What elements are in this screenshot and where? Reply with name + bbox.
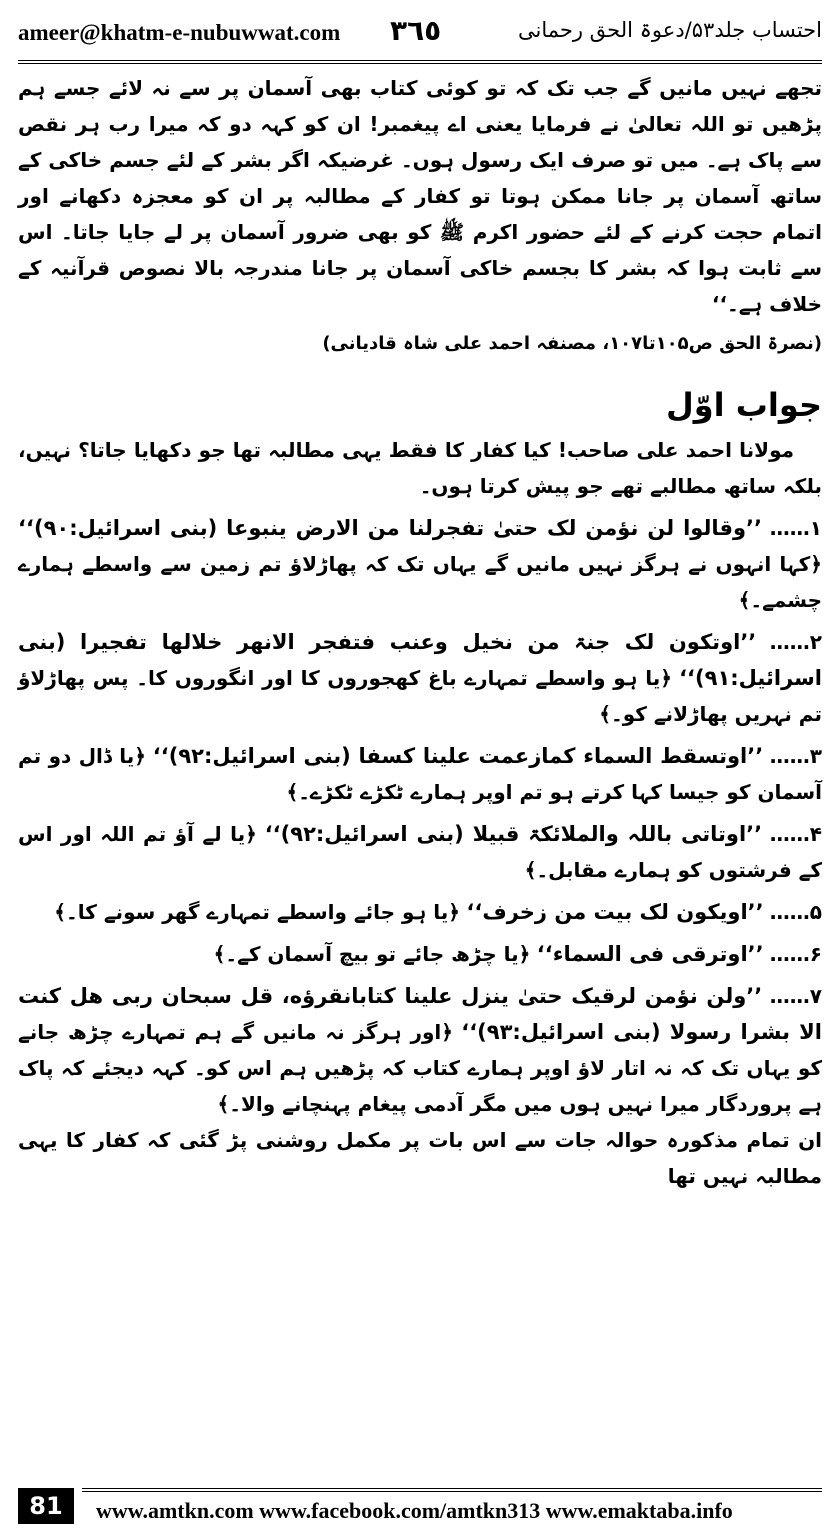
item-urdu: ﴿یا ہو جائے واسطے تمہارے گھر سونے کا۔﴾: [54, 900, 461, 924]
item-number: ۴……: [769, 822, 822, 846]
item-urdu: ﴿یا چڑھ جائے تو بیچ آسمان کے۔﴾: [213, 942, 531, 966]
section-heading: جواب اوّل: [665, 386, 822, 424]
demands-list: [18, 510, 822, 1122]
intro-paragraph: مولانا احمد علی صاحب! کیا کفار کا فقط یہی مطالبہ تھا جو دکھایا جاتا؟ نہیں، بلکہ ساتھ مطالبے تھے جو پیش کرتا ہوں۔: [18, 438, 822, 498]
header-title: احتساب جلد۵۳/دعوۃ الحق رحمانی: [517, 18, 822, 42]
item-arabic: ’’اوتسقط السماء کمازعمت علینا کسفا (بنی اسرائیل:۹۲)‘‘: [152, 744, 764, 768]
page-footer: [18, 1488, 822, 1528]
list-item: [18, 978, 822, 1122]
page-header: [18, 14, 822, 58]
item-urdu: ﴿اور ہرگز نہ مانیں گے ہم تمہارے چڑھ جانے کو یہاں تک کہ نہ اتار لاؤ اوپر ہمارے کتاب کہ پڑھیں ہم اس کو۔ کہہ دیجئے کہ پاک ہے پروردگار میرا نہیں ہوں میں مگر آدمی پیغام پہنچانے والا۔﴾: [18, 1020, 822, 1116]
header-email: ameer@khatm-e-nubuwwat.com: [18, 20, 341, 45]
list-item: [18, 894, 822, 930]
item-arabic: ’’اوتکون لک جنۃ من نخیل وعنب فتفجر الانهر خلالها تفجیرا (بنی اسرائیل:۹۱)‘‘: [18, 630, 822, 690]
citation: (نصرۃ الحق ص۱۰۵تا۱۰۷، مصنفہ احمد علی شاہ قادیانی): [322, 333, 822, 354]
item-number: ۵……: [769, 900, 822, 924]
list-item: [18, 738, 822, 810]
list-item: [18, 624, 822, 732]
list-item: [18, 510, 822, 618]
item-urdu: ﴿یا ہو واسطے تمہارے باغ کھجوروں کا اور انگوروں کا۔ پس پھاڑلاؤ تم نہریں پھاڑلانے کو۔﴾: [18, 666, 822, 726]
footer-page-number: 81: [18, 1488, 74, 1524]
item-arabic: ’’اوتاتی باللہ والملائکۃ قبیلا (بنی اسرائیل:۹۲)‘‘: [264, 822, 763, 846]
item-arabic: ’’وقالوا لن نؤمن لک حتیٰ تفجرلنا من الارض ینبوعا (بنی اسرائیل:۹۰)‘‘: [18, 516, 762, 540]
item-urdu: ﴿کہا انہوں نے ہرگز نہیں مانیں گے یہاں تک کہ پھاڑلاؤ تم زمین سے واسطے ہمارے چشمے۔﴾: [18, 552, 822, 612]
item-urdu: ﴿یا ڈال دو تم آسمان کو جیسا کہا کرتے ہو تم اوپر ہمارے ٹکڑے ٹکڑے۔﴾: [18, 744, 822, 804]
list-item: [18, 816, 822, 888]
footer-links: www.amtkn.com www.facebook.com/amtkn313 www.emaktaba.info: [96, 1498, 733, 1523]
item-number: ۳……: [769, 744, 823, 768]
closing-line: ان تمام مذکورہ حوالہ جات سے اس بات پر مکمل روشنی پڑ گئی کہ کفار کا یہی مطالبہ نہیں تھا: [18, 1128, 822, 1188]
header-rule: [18, 60, 822, 64]
item-number: ۱……: [769, 516, 823, 540]
item-arabic: ’’ولن نؤمن لرقیک حتیٰ ینزل علینا کتابانقرؤه، قل سبحان ربی هل کنت الا بشرا رسولا (بنی اسرائیل:۹۳)‘‘: [18, 984, 823, 1044]
item-number: ۲……: [769, 630, 823, 654]
header-page-number: ٣٦٥: [390, 14, 442, 47]
item-arabic: ’’اوترقی فی السماء‘‘: [536, 942, 764, 966]
item-arabic: ’’اویکون لک بیت من زخرف‘‘: [466, 900, 764, 924]
footer-rule: [82, 1488, 822, 1492]
list-item: [18, 936, 822, 972]
item-urdu: ﴿یا لے آؤ تم اللہ اور اس کے فرشتوں کو ہمارے مقابل۔﴾: [18, 822, 822, 882]
item-number: ۶……: [769, 942, 822, 966]
page-body: [18, 70, 822, 1450]
quote-paragraph: تجھے نہیں مانیں گے جب تک کہ تو کوئی کتاب بھی آسمان پر سے نہ لائے جسے ہم پڑھیں تو اللہ تعالیٰ نے فرمایا یعنی اے پیغمبر! ان کو کہہ دو کہ میرا رب ہر نقص سے پاک ہے۔ میں تو صرف ایک رسول ہوں۔ غرضیکہ اگر بشر کے لئے جسم خاکی کے ساتھ آسمان پر جانا ممکن ہوتا تو کفار کے مطالبہ پر ان کو معجزہ دکھانے اور اتمام حجت کرنے کے لئے حضور اکرم ﷺ کو بھی ضرور آسمان پر لے جایا جاتا۔ اس سے ثابت ہوا کہ بشر کا بجسم خاکی آسمان پر جانا مندرجہ بالا نصوص قرآنیہ کے خلاف ہے۔‘‘: [18, 76, 822, 316]
item-number: ۷……: [769, 984, 823, 1008]
